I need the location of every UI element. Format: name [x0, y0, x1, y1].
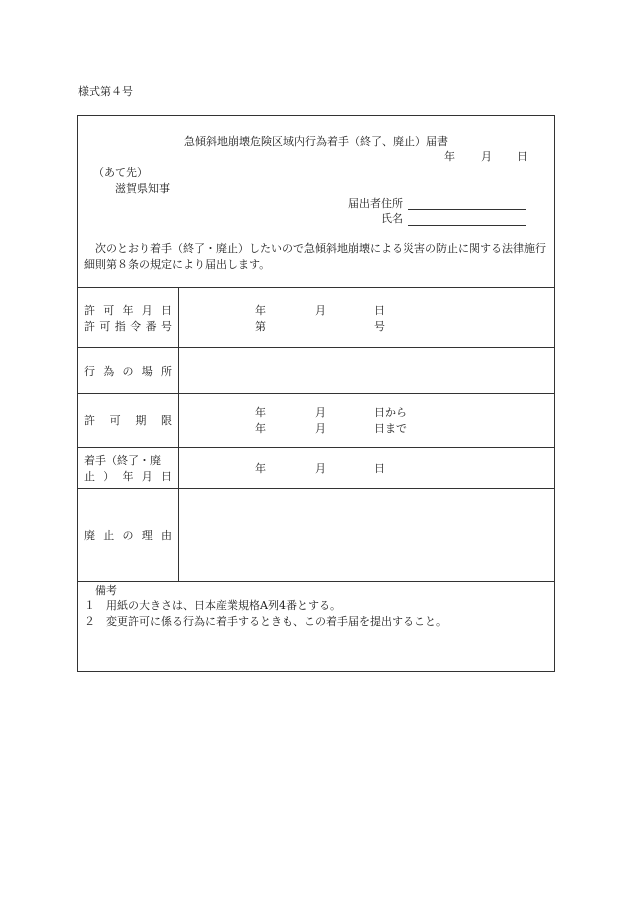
- governor: 滋賀県知事: [115, 182, 170, 195]
- period-from-month: 月: [315, 406, 326, 419]
- note-item: ２ 変更許可に係る行為に着手するときも、この着手届を提出すること。: [84, 615, 447, 628]
- start-date-label-line2: 止 ） 年 月 日: [84, 470, 172, 483]
- permit-date-label: 許 可 年 月 日: [84, 304, 172, 317]
- divider: [78, 447, 554, 448]
- start-month: 月: [315, 462, 326, 475]
- addressee: （あて先）: [93, 166, 148, 179]
- start-date-label-line1: 着手（終了・廃: [84, 454, 161, 467]
- divider: [78, 488, 554, 489]
- note-item: １ 用紙の大きさは、日本産業規格A列4番とする。: [84, 599, 341, 612]
- start-year: 年: [255, 462, 266, 475]
- divider: [78, 393, 554, 394]
- permit-year: 年: [255, 304, 266, 317]
- body-text: 次のとおり着手（終了・廃止）したいので急傾斜地崩壊による災害の防止に関する法律施行細則第８条の規定により届出します。: [84, 242, 546, 271]
- divider: [78, 581, 554, 582]
- period-to-year: 年: [255, 422, 266, 435]
- date-month: 月: [481, 150, 492, 163]
- reason-label: 廃 止 の 理 由: [84, 529, 172, 542]
- notification-form: [77, 115, 555, 672]
- permit-number-dai: 第: [255, 320, 266, 333]
- permit-number-label: 許 可 指 令 番 号: [84, 320, 172, 333]
- period-to: 日まで: [374, 422, 407, 435]
- period-to-month: 月: [315, 422, 326, 435]
- applicant-address-field[interactable]: [408, 209, 526, 210]
- permit-month: 月: [315, 304, 326, 317]
- form-number: 様式第４号: [78, 85, 133, 98]
- period-from: 日から: [374, 406, 407, 419]
- applicant-name-field[interactable]: [408, 225, 526, 226]
- period-from-year: 年: [255, 406, 266, 419]
- place-label: 行 為 の 場 所: [84, 365, 172, 378]
- start-day: 日: [374, 462, 385, 475]
- column-divider: [178, 287, 179, 581]
- permit-day: 日: [374, 304, 385, 317]
- date-year: 年: [444, 150, 455, 163]
- permit-number-go: 号: [374, 320, 385, 333]
- notes-heading: 備考: [95, 584, 117, 597]
- divider: [78, 287, 554, 288]
- applicant-name-label: 氏名: [381, 212, 403, 225]
- date-day: 日: [517, 150, 528, 163]
- divider: [78, 347, 554, 348]
- form-title: 急傾斜地崩壊危険区域内行為着手（終了、廃止）届書: [184, 135, 448, 148]
- applicant-address-label: 届出者住所: [348, 197, 403, 210]
- period-label: 許 可 期 限: [84, 414, 172, 427]
